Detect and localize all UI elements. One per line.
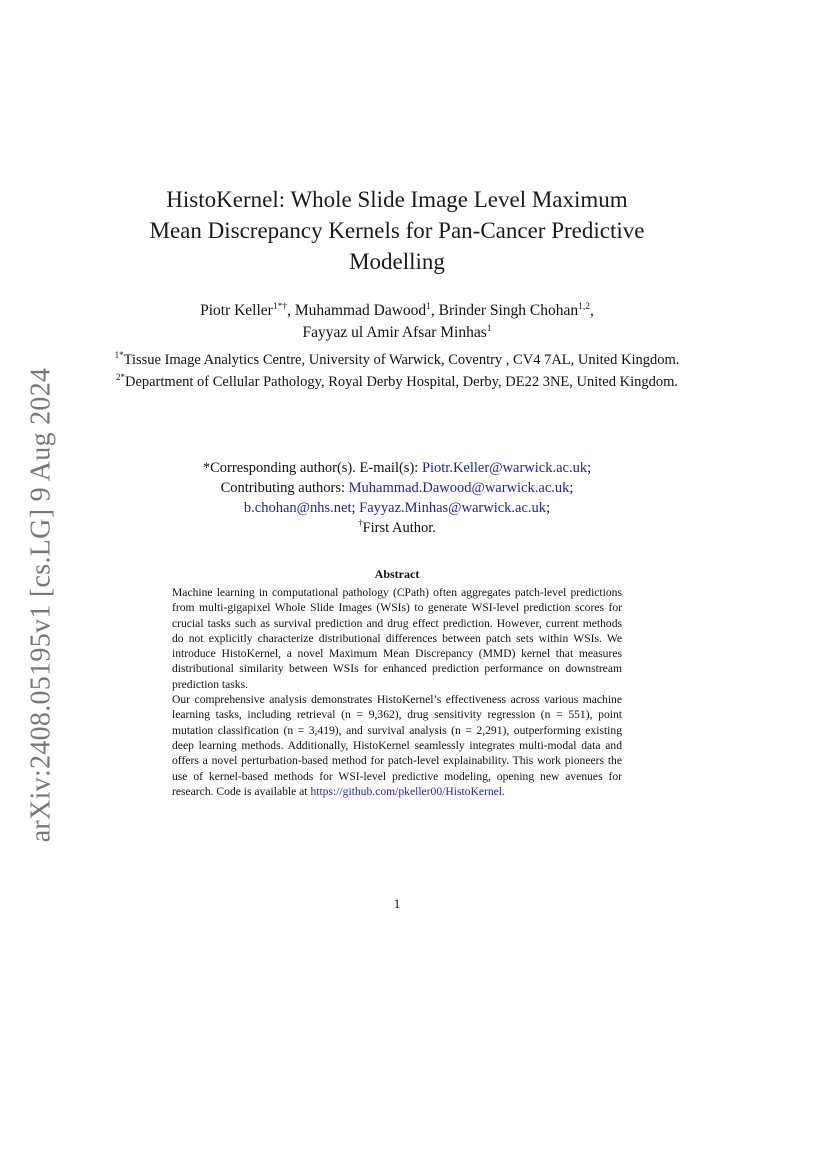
author-name: Muhammad Dawood xyxy=(294,302,427,319)
author-affiliation-mark: 1 xyxy=(426,301,431,312)
abstract-trailing-period: . xyxy=(502,784,505,798)
author-affiliation-mark: 1,2 xyxy=(578,301,591,312)
author-affiliation-mark: 1*† xyxy=(272,301,288,312)
corresponding-email-link[interactable]: Piotr.Keller@warwick.ac.uk xyxy=(421,460,588,476)
author-separator: , xyxy=(590,302,594,319)
contributing-email-link[interactable]: Fayyaz.Minhas@warwick.ac.uk xyxy=(359,500,547,516)
author-affiliation-mark: 1 xyxy=(486,323,492,334)
author-name: Brinder Singh Chohan xyxy=(438,302,579,319)
arxiv-identifier: arXiv:2408.05195v1 [cs.LG] 9 Aug 2024 xyxy=(25,367,57,843)
corresponding-label: *Corresponding author(s). E-mail(s): xyxy=(202,460,419,476)
affiliation-text: Tissue Image Analytics Centre, University of Warwick, Coventry , CV4 7AL, United Kingdom. xyxy=(123,352,680,368)
author-name: Fayyaz ul Amir Afsar Minhas xyxy=(302,324,487,341)
affiliation-text: Department of Cellular Pathology, Royal Derby Hospital, Derby, DE22 3NE, United Kingdom. xyxy=(124,374,679,390)
abstract-paragraph: Machine learning in computational pathology (CPath) often aggregates patch-level predictions from multi-gigapixel Whole Slide Images (WSIs) to generate WSI-level prediction scores for crucial tasks such as survival prediction and drug effect prediction. However, current methods do not explicitly characterize distributional differences between patch sets within WSIs. We introduce HistoKernel, a novel Maximum Mean Discrepancy (MMD) kernel that measures distributional similarity between WSIs for enhanced prediction performance on downstream prediction tasks. xyxy=(172,586,622,691)
page-number: 1 xyxy=(393,896,401,911)
abstract-paragraph xyxy=(172,692,622,799)
affiliation-list xyxy=(110,350,684,394)
first-author-mark: † xyxy=(358,518,363,529)
affiliation-item xyxy=(110,372,684,392)
affiliation-item xyxy=(110,350,684,370)
author-name: Piotr Keller xyxy=(200,302,273,319)
first-author-note: First Author. xyxy=(362,520,436,536)
affiliation-mark: 1* xyxy=(114,350,124,361)
author-separator: , xyxy=(287,302,295,319)
author-list xyxy=(110,300,684,344)
correspondence-block: *Corresponding author(s). E-mail(s): Piotr.Keller@warwick.ac.uk; Contributing authors: Muhammad.Dawood@warwick.ac.uk; b.chohan@nhs.net; Fayyaz.Minhas@warwick.ac.uk; †First Author. xyxy=(202,460,592,536)
abstract-heading: Abstract xyxy=(374,567,420,581)
contributing-email-link[interactable]: b.chohan@nhs.net xyxy=(243,500,352,516)
arxiv-side-stamp xyxy=(18,366,64,844)
abstract-text: Our comprehensive analysis demonstrates HistoKernel’s effectiveness across various machine learning tasks, including retrieval (n = 9,362), drug sensitivity regression (n = 551), point mutation classification (n = 3,419), and survival analysis (n = 2,291), outperforming existing deep learning methods. Additionally, HistoKernel seamlessly integrates multi-modal data and offers a novel perturbation-based method for patch-level explainability. This work pioneers the use of kernel-based methods for WSI-level predictive modeling, opening new avenues for research. Code is available at xyxy=(172,693,622,798)
abstract-body xyxy=(172,585,622,799)
contributing-label: Contributing authors: xyxy=(220,480,346,496)
code-repository-link[interactable]: https://github.com/pkeller00/HistoKernel xyxy=(310,784,503,798)
affiliation-mark: 2* xyxy=(115,372,125,383)
contributing-email-link[interactable]: Muhammad.Dawood@warwick.ac.uk xyxy=(348,480,570,496)
author-separator: , xyxy=(430,302,439,319)
paper-title: HistoKernel: Whole Slide Image Level Maximum Mean Discrepancy Kernels for Pan-Cancer Predictive Modelling xyxy=(149,187,645,274)
